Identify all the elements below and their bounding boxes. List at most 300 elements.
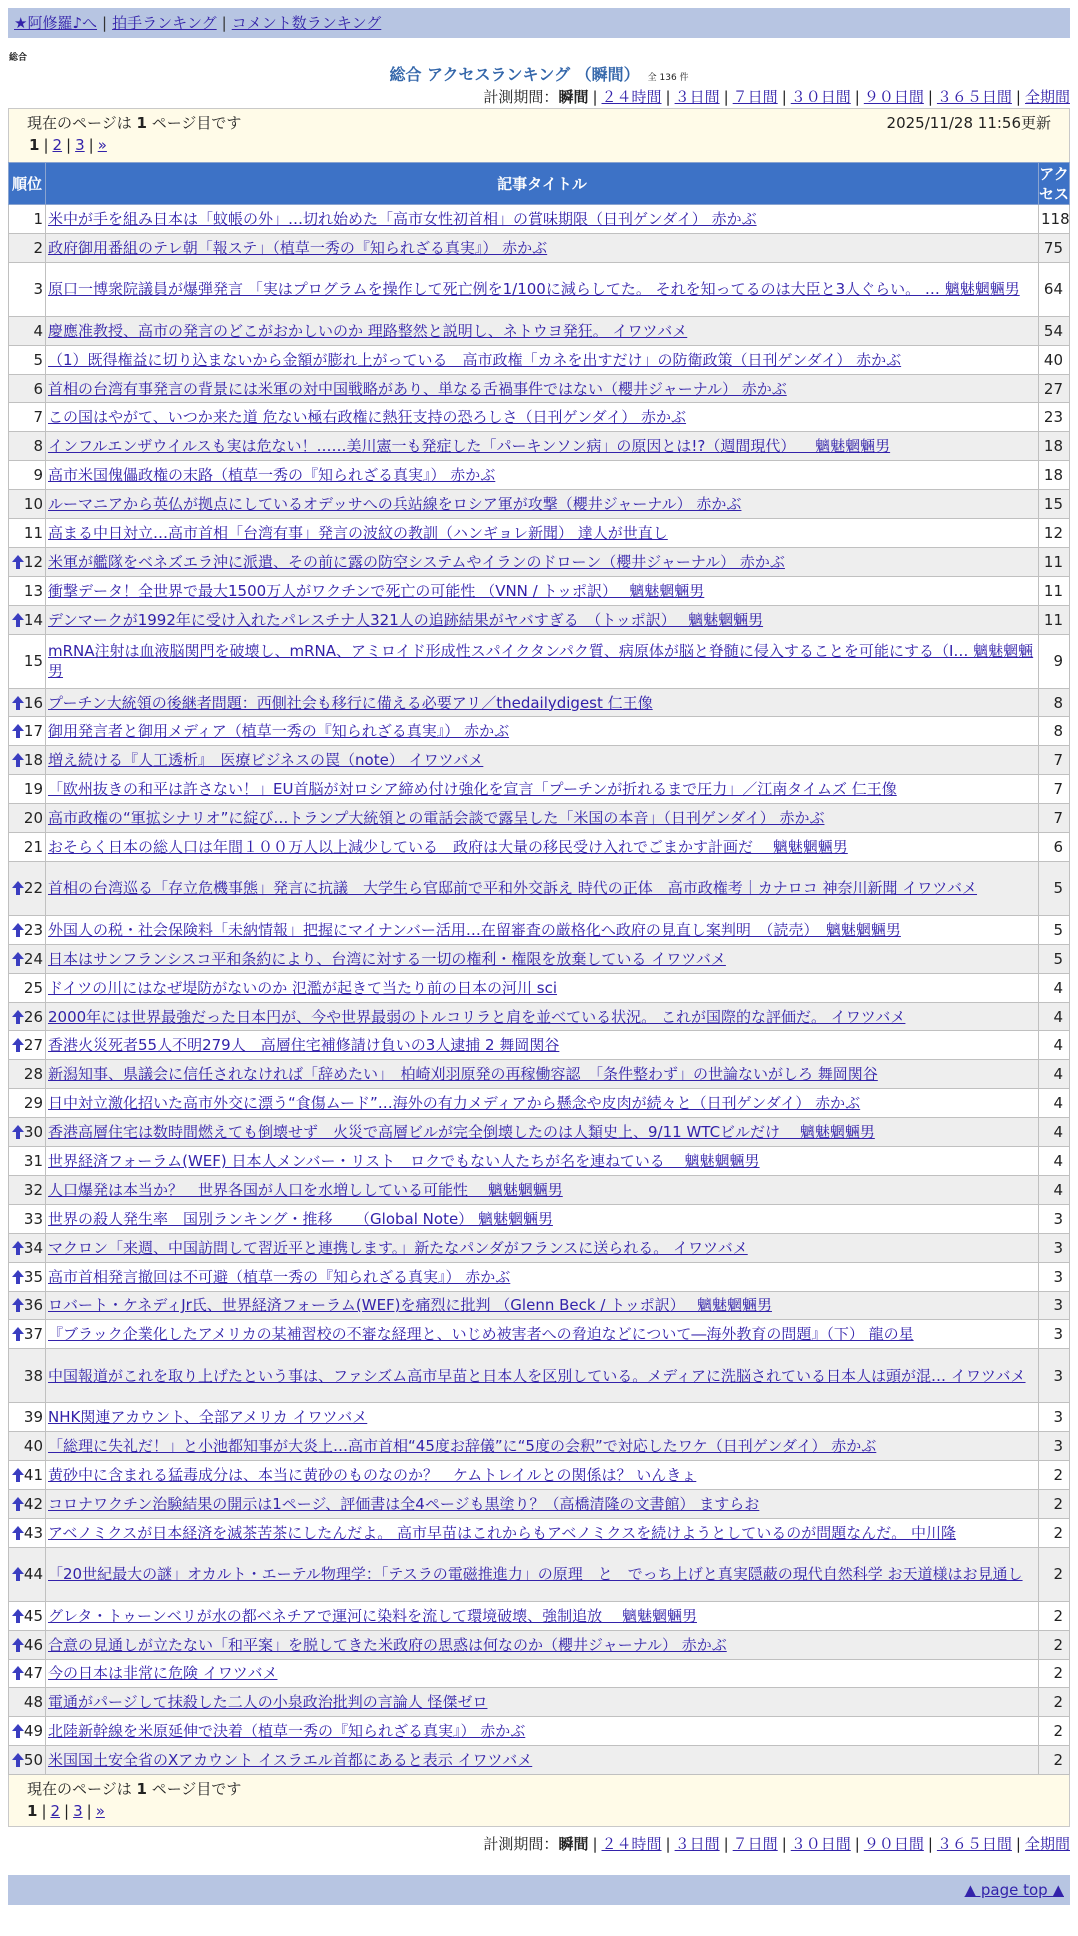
access-count: 4 (1039, 973, 1070, 1002)
rank-number: 45 (23, 1606, 43, 1625)
access-count: 6 (1039, 833, 1070, 862)
rank-number: 7 (33, 408, 43, 427)
rank-cell (9, 576, 46, 605)
pager-separator: | (66, 136, 72, 154)
up-arrow-icon (12, 1010, 24, 1024)
rank-cell (9, 262, 46, 316)
title-cell (46, 1547, 1039, 1601)
period-link[interactable]: ３６５日間 (936, 1835, 1012, 1854)
article-link[interactable]: 『ブラック企業化したアメリカの某補習校の不審な経理と、いじめ被害者への脅迫などについて―海外教育の問題』（下） 龍の星 (48, 1325, 914, 1344)
table-row (9, 1547, 1070, 1601)
access-count: 9 (1039, 634, 1070, 688)
rank-cell (9, 1262, 46, 1291)
access-count: 18 (1039, 432, 1070, 461)
up-arrow-icon (12, 613, 24, 627)
title-cell (46, 775, 1039, 804)
pager (27, 1802, 1051, 1820)
article-link[interactable]: インフルエンザウイルスも実は危ない！……美川憲一も発症した「パーキンソン病」の原因とは!?（週間現代） 魑魅魍魎男 (48, 437, 891, 456)
article-link[interactable]: 高まる中日対立…高市首相「台湾有事」発言の波紋の教訓（ハンギョレ新聞） 達人が世直し (48, 523, 668, 542)
rank-number: 22 (23, 879, 43, 898)
pager-separator: | (41, 1802, 47, 1821)
rank-number: 9 (33, 466, 43, 485)
article-link[interactable]: 香港火災死者55人不明279人 高層住宅補修請け負いの3人逮捕 2 舞岡関谷 (48, 1036, 560, 1055)
up-arrow-icon (12, 1468, 24, 1482)
title-cell (46, 547, 1039, 576)
title-cell (46, 1031, 1039, 1060)
rank-number: 13 (23, 581, 43, 600)
up-arrow-icon (12, 1567, 24, 1581)
article-link[interactable]: 「総理に失礼だ！」と小池都知事が大炎上…高市首相“45度お辞儀”に“5度の会釈”で対応したワケ（日刊ゲンダイ） 赤かぶ (48, 1437, 877, 1456)
title-cell (46, 944, 1039, 973)
rank-cell (9, 1031, 46, 1060)
title-cell (46, 432, 1039, 461)
up-arrow-icon (12, 724, 24, 738)
article-link[interactable]: コロナワクチン治験結果の開示は1ページ、評価書は全4ページも黒塗り？（高橋清隆の文書館） ますらお (48, 1494, 760, 1513)
period-separator: | (781, 1835, 787, 1854)
rank-number: 8 (33, 437, 43, 456)
current-page-text: 現在のページは 1 ページ目です (27, 1780, 242, 1799)
up-arrow-icon (12, 1241, 24, 1255)
rank-number: 14 (23, 610, 43, 629)
article-link[interactable]: ルーマニアから英仏が拠点にしているオデッサへの兵站線をロシア軍が攻撃（櫻井ジャーナル） 赤かぶ (48, 495, 742, 514)
access-count: 2 (1039, 1630, 1070, 1659)
pager-current: 1 (29, 136, 40, 154)
access-count: 4 (1039, 1031, 1070, 1060)
access-count: 2 (1039, 1461, 1070, 1490)
rank-number: 24 (23, 949, 43, 968)
title-cell (46, 345, 1039, 374)
title-cell (46, 1320, 1039, 1349)
access-count: 3 (1039, 1349, 1070, 1403)
article-link[interactable]: この国はやがて、いつか来た道 危ない極右政権に熱狂支持の恐ろしさ（日刊ゲンダイ） 赤かぶ (48, 408, 687, 427)
rank-cell (9, 688, 46, 717)
period-label: 計測期間： (483, 1835, 559, 1854)
rank-cell (9, 1601, 46, 1630)
access-count: 3 (1039, 1262, 1070, 1291)
page-info-bottom (8, 1775, 1070, 1827)
title-cell (46, 576, 1039, 605)
up-arrow-icon (12, 1638, 24, 1652)
article-link[interactable]: 中国報道がこれを取り上げたという事は、ファシズム高市早苗と日本人を区別している。メディアに洗脳されている日本人は頭が混… イワツバメ (48, 1366, 1026, 1385)
title-cell (46, 519, 1039, 548)
nav-separator: | (221, 14, 227, 32)
title-cell (46, 490, 1039, 519)
article-link[interactable]: 「20世紀最大の謎」オカルト・エーテル物理学：「テスラの電磁推進力」の原理 と でっち上げと真実隠蔽の現代自然科学 お天道様はお見通し (48, 1565, 1023, 1584)
article-link[interactable]: プーチン大統領の後継者問題：西側社会も移行に備える必要アリ／thedailydigest 仁王像 (48, 693, 653, 712)
table-row (9, 944, 1070, 973)
rank-cell (9, 461, 46, 490)
title-cell (46, 1717, 1039, 1746)
rank-cell (9, 861, 46, 915)
period-link[interactable]: ２４時間 (601, 1835, 662, 1854)
article-link[interactable]: 人口爆発は本当か？ 世界各国が人口を水増ししている可能性 魑魅魍魎男 (48, 1180, 563, 1199)
title-cell (46, 746, 1039, 775)
rank-number: 41 (23, 1466, 43, 1484)
period-separator: | (723, 1835, 729, 1854)
table-row (9, 490, 1070, 519)
rank-cell (9, 1489, 46, 1518)
title-cell (46, 1060, 1039, 1089)
rank-number: 16 (23, 693, 43, 712)
rank-number: 20 (23, 809, 43, 828)
rank-number: 47 (23, 1664, 43, 1683)
rank-number: 38 (23, 1366, 43, 1385)
access-count: 4 (1039, 1175, 1070, 1204)
total-count: 全 136 件 (647, 73, 689, 83)
rank-cell (9, 634, 46, 688)
access-count: 2 (1039, 1688, 1070, 1717)
article-link[interactable]: デンマークが1992年に受け入れたパレスチナ人321人の追跡結果がヤバすぎる （トッポ訳） 魑魅魍魎男 (48, 610, 764, 629)
pager-link[interactable]: 2 (52, 136, 63, 154)
article-link[interactable]: 高市政権の“軍拡シナリオ”に綻び…トランプ大統領との電話会談で露呈した「米国の本音」（日刊ゲンダイ） 赤かぶ (48, 809, 825, 828)
article-link[interactable]: 黄砂中に含まれる猛毒成分は、本当に黄砂のものなのか？ ケムトレイルとの関係は？ いんきょ (48, 1466, 697, 1484)
article-link[interactable]: 「欧州抜きの和平は許さない！」EU首脳が対ロシア締め付け強化を宣言「プーチンが折れるまで圧力」／江南タイムズ 仁王像 (48, 780, 897, 799)
period-current: 瞬間 (558, 1835, 589, 1854)
period-selector-bottom (0, 1831, 1070, 1855)
rank-number: 36 (23, 1296, 43, 1315)
period-selector (0, 84, 1070, 108)
rank-number: 1 (33, 209, 43, 228)
up-arrow-icon (12, 1125, 24, 1139)
rank-number: 17 (23, 722, 43, 741)
rank-cell (9, 1432, 46, 1461)
rank-number: 11 (23, 523, 43, 542)
up-arrow-icon (12, 1270, 24, 1284)
access-count: 3 (1039, 1291, 1070, 1320)
nav-separator: | (102, 14, 108, 32)
rank-cell (9, 1518, 46, 1547)
rank-number: 5 (33, 350, 43, 369)
table-row (9, 1717, 1070, 1746)
table-row (9, 461, 1070, 490)
table-row (9, 804, 1070, 833)
access-count: 2 (1039, 1601, 1070, 1630)
period-link[interactable]: ３０日間 (790, 88, 851, 106)
access-count: 8 (1039, 688, 1070, 717)
table-row (9, 1320, 1070, 1349)
article-link[interactable]: 今の日本は非常に危険 イワツバメ (48, 1664, 278, 1683)
period-link[interactable]: ７日間 (732, 88, 778, 106)
table-row (9, 1060, 1070, 1089)
up-arrow-icon (12, 1327, 24, 1341)
title-cell (46, 1403, 1039, 1432)
rank-number: 46 (23, 1635, 43, 1654)
rank-cell (9, 432, 46, 461)
article-link[interactable]: 慶應准教授、高市の発言のどこがおかしいのか 理路整然と説明し、ネトウヨ発狂。 イワツバメ (48, 321, 688, 340)
period-separator: | (781, 88, 787, 106)
title-cell (46, 1461, 1039, 1490)
page-title: 総合 アクセスランキング （瞬間） (389, 65, 640, 84)
title-cell (46, 973, 1039, 1002)
title-cell (46, 205, 1039, 234)
rank-number: 3 (33, 280, 43, 299)
rank-cell (9, 205, 46, 234)
period-separator: | (665, 1835, 671, 1854)
pager-separator: | (88, 136, 94, 154)
rank-cell (9, 944, 46, 973)
access-count: 7 (1039, 746, 1070, 775)
pager-link[interactable]: » (95, 1802, 105, 1821)
article-link[interactable]: 米軍が艦隊をベネズエラ沖に派遣、その前に露の防空システムやイランのドローン（櫻井ジャーナル） 赤かぶ (48, 552, 785, 571)
table-row (9, 746, 1070, 775)
rank-cell (9, 1291, 46, 1320)
pager-current: 1 (27, 1802, 38, 1821)
rank-number: 42 (23, 1494, 43, 1513)
up-arrow-icon (12, 1753, 24, 1767)
article-link[interactable]: アベノミクスが日本経済を滅茶苦茶にしたんだよ。 高市早苗はこれからもアベノミクスを続けようとしているのが問題なんだ。 中川隆 (48, 1523, 957, 1542)
period-link[interactable]: ３日間 (674, 1835, 720, 1854)
article-link[interactable]: 日中対立激化招いた高市外交に漂う“食傷ムード”…海外の有力メディアから懸念や皮肉が続々と（日刊ゲンダイ） 赤かぶ (48, 1094, 861, 1113)
title-cell (46, 1262, 1039, 1291)
up-arrow-icon (12, 753, 24, 767)
article-link[interactable]: 原口一博衆院議員が爆弾発言 「実はプログラムを操作して死亡例を1/100に減らしてた。 それを知ってるのは大臣と3人ぐらい。 … 魑魅魍魎男 (48, 280, 1020, 299)
access-count: 23 (1039, 403, 1070, 432)
column-rank: 順位 (9, 163, 46, 205)
rank-cell (9, 1002, 46, 1031)
page-top-link[interactable]: ▲ page top ▲ (964, 1881, 1064, 1900)
up-arrow-icon (12, 1038, 24, 1052)
column-title: 記事タイトル (46, 163, 1039, 205)
title-cell (46, 605, 1039, 634)
ranking-table (8, 162, 1070, 1775)
article-link[interactable]: 米国国土安全省のXアカウント イスラエル首都にあると表示 イワツバメ (48, 1751, 533, 1770)
access-count: 11 (1039, 547, 1070, 576)
table-row (9, 915, 1070, 944)
access-count: 4 (1039, 1002, 1070, 1031)
period-link[interactable]: ９０日間 (863, 88, 924, 106)
period-link[interactable]: ３日間 (674, 88, 720, 106)
table-row (9, 262, 1070, 316)
up-arrow-icon (12, 1298, 24, 1312)
article-link[interactable]: 香港高層住宅は数時間燃えても倒壊せず 火災で高層ビルが完全倒壊したのは人類史上、9/11 WTCビルだけ 魑魅魍魎男 (48, 1123, 875, 1142)
rank-cell (9, 316, 46, 345)
rank-cell (9, 1461, 46, 1490)
article-link[interactable]: 米中が手を組み日本は「蚊帳の外」…切れ始めた「高市女性初首相」の賞味期限（日刊ゲンダイ） 赤かぶ (48, 209, 757, 228)
article-link[interactable]: 首相の台湾巡る「存立危機事態」発言に抗議 大学生ら官邸前で平和外交訴え 時代の正体 高市政権考｜カナロコ 神奈川新聞 イワツバメ (48, 879, 978, 898)
title-cell (46, 1746, 1039, 1775)
access-count: 7 (1039, 804, 1070, 833)
table-row (9, 1688, 1070, 1717)
period-separator: | (592, 1835, 598, 1854)
period-separator: | (723, 88, 729, 106)
up-arrow-icon (12, 555, 24, 569)
article-link[interactable]: 高市首相発言撤回は不可避（植草一秀の『知られざる真実』） 赤かぶ (48, 1267, 511, 1286)
pager-separator: | (64, 1802, 70, 1821)
applause-ranking-link[interactable]: 拍手ランキング (112, 14, 217, 32)
rank-cell (9, 1547, 46, 1601)
pager-link[interactable]: 3 (75, 136, 85, 154)
rank-cell (9, 1118, 46, 1147)
article-link[interactable]: マクロン「来週、中国訪問して習近平と連携します。」新たなパンダがフランスに送られる。 イワツバメ (48, 1238, 748, 1257)
article-link[interactable]: NHK関連アカウント、全部アメリカ イワツバメ (48, 1408, 368, 1427)
article-link[interactable]: 外国人の税・社会保険料「未納情報」把握にマイナンバー活用…在留審査の厳格化へ政府の見直し案判明 （読売） 魑魅魍魎男 (48, 920, 901, 939)
access-count: 2 (1039, 1659, 1070, 1688)
title-cell (46, 461, 1039, 490)
access-count: 64 (1039, 262, 1070, 316)
period-link[interactable]: ９０日間 (863, 1835, 924, 1854)
pager-link[interactable]: » (97, 136, 107, 154)
article-link[interactable]: 合意の見通しが立たない「和平案」を脱してきた米政府の思惑は何なのか（櫻井ジャーナル） 赤かぶ (48, 1635, 727, 1654)
article-link[interactable]: 2000年には世界最強だった日本円が、今や世界最弱のトルコリラと肩を並べている状況。 これが国際的な評価だ。 イワツバメ (48, 1007, 906, 1026)
access-count: 2 (1039, 1547, 1070, 1601)
table-row (9, 316, 1070, 345)
access-count: 3 (1039, 1233, 1070, 1262)
rank-number: 29 (23, 1094, 43, 1113)
article-link[interactable]: グレタ・トゥーンベリが水の都ベネチアで運河に染料を流して環境破壊、強制追放 魑魅魍魎男 (48, 1606, 697, 1625)
table-row (9, 973, 1070, 1002)
access-count: 54 (1039, 316, 1070, 345)
rank-cell (9, 374, 46, 403)
rank-cell (9, 746, 46, 775)
rank-number: 25 (23, 978, 43, 997)
rank-cell (9, 1320, 46, 1349)
rank-cell (9, 1746, 46, 1775)
rank-number: 32 (23, 1180, 43, 1199)
title-cell (46, 1349, 1039, 1403)
article-link[interactable]: （1）既得権益に切り込まないから金額が膨れ上がっている 高市政権「カネを出すだけ」の防衛政策（日刊ゲンダイ） 赤かぶ (48, 350, 902, 369)
access-count: 11 (1039, 576, 1070, 605)
article-link[interactable]: 電通がパージして抹殺した二人の小泉政治批判の言論人 怪傑ゼロ (48, 1693, 488, 1712)
article-link[interactable]: 新潟知事、県議会に信任されなければ「辞めたい」 柏崎刈羽原発の再稼働容認 「条件整わず」の世論ないがしろ 舞岡関谷 (48, 1065, 878, 1084)
ranking-panel (8, 108, 1070, 1827)
access-count: 12 (1039, 519, 1070, 548)
rank-number: 28 (23, 1065, 43, 1084)
table-row (9, 605, 1070, 634)
rank-number: 4 (33, 321, 43, 340)
table-row (9, 1518, 1070, 1547)
rank-cell (9, 973, 46, 1002)
article-link[interactable]: 衝撃データ！全世界で最大1500万人がワクチンで死亡の可能性 （VNN / トッポ訳） 魑魅魍魎男 (48, 581, 705, 600)
period-separator: | (927, 1835, 933, 1854)
access-count: 27 (1039, 374, 1070, 403)
table-row (9, 1461, 1070, 1490)
article-link[interactable]: 世界経済フォーラム(WEF) 日本人メンバー・リスト ロクでもない人たちが名を連ねている 魑魅魍魎男 (48, 1151, 760, 1170)
title-cell (46, 1291, 1039, 1320)
rank-number: 6 (33, 379, 43, 398)
article-link[interactable]: ロバート・ケネディJr氏、世界経済フォーラム(WEF)を痛烈に批判 （Glenn Beck / トッポ訳） 魑魅魍魎男 (48, 1296, 772, 1315)
comment-ranking-link[interactable]: コメント数ランキング (231, 14, 382, 32)
table-row (9, 205, 1070, 234)
rank-cell (9, 547, 46, 576)
table-row (9, 1147, 1070, 1176)
title-cell (46, 1233, 1039, 1262)
article-link[interactable]: 首相の台湾有事発言の背景には米軍の対中国戦略があり、単なる舌禍事件ではない（櫻井ジャーナル） 赤かぶ (48, 379, 787, 398)
access-count: 3 (1039, 1403, 1070, 1432)
table-row (9, 1204, 1070, 1233)
period-link[interactable]: ７日間 (732, 1835, 778, 1854)
rank-number: 31 (23, 1151, 43, 1170)
up-arrow-icon (12, 952, 24, 966)
article-link[interactable]: ドイツの川にはなぜ堤防がないのか 氾濫が起きて当たり前の日本の河川 sci (48, 978, 558, 997)
period-link[interactable]: 全期間 (1024, 88, 1070, 106)
title-cell (46, 634, 1039, 688)
home-link[interactable]: ★阿修羅♪へ (14, 14, 98, 32)
article-link[interactable]: 増え続ける『人工透析』 医療ビジネスの罠（note） イワツバメ (48, 751, 484, 770)
rank-number: 40 (23, 1437, 43, 1456)
rank-cell (9, 915, 46, 944)
table-row (9, 1403, 1070, 1432)
rank-number: 39 (23, 1408, 43, 1427)
access-count: 4 (1039, 1118, 1070, 1147)
rank-cell (9, 833, 46, 862)
pager-link[interactable]: 3 (73, 1802, 83, 1821)
access-count: 5 (1039, 915, 1070, 944)
article-link[interactable]: 高市米国傀儡政権の末路（植草一秀の『知られざる真実』） 赤かぶ (48, 466, 496, 485)
period-link[interactable]: ３６５日間 (936, 88, 1012, 106)
rank-number: 30 (23, 1123, 43, 1142)
access-count: 3 (1039, 1204, 1070, 1233)
rank-cell (9, 1060, 46, 1089)
period-current: 瞬間 (558, 88, 589, 106)
up-arrow-icon (12, 881, 24, 895)
rank-number: 48 (23, 1693, 43, 1712)
rank-number: 44 (23, 1565, 43, 1584)
title-cell (46, 1518, 1039, 1547)
period-separator: | (854, 1835, 860, 1854)
rank-cell (9, 1089, 46, 1118)
access-count: 18 (1039, 461, 1070, 490)
title-cell (46, 915, 1039, 944)
article-link[interactable]: 政府御用番組のテレ朝「報ステ」（植草一秀の『知られざる真実』） 赤かぶ (48, 238, 548, 257)
up-arrow-icon (12, 923, 24, 937)
table-row (9, 374, 1070, 403)
rank-number: 34 (23, 1238, 43, 1257)
access-count: 2 (1039, 1518, 1070, 1547)
period-link[interactable]: ２４時間 (601, 88, 662, 106)
rank-cell (9, 1349, 46, 1403)
period-link[interactable]: 全期間 (1024, 1835, 1070, 1854)
pager-link[interactable]: 2 (50, 1802, 61, 1821)
rank-number: 21 (23, 837, 43, 856)
rank-number: 10 (23, 495, 43, 514)
period-separator: | (854, 88, 860, 106)
bottom-bar (8, 1875, 1070, 1905)
rank-cell (9, 605, 46, 634)
article-link[interactable]: 日本はサンフランシスコ平和条約により、台湾に対する一切の権利・権限を放棄している イワツバメ (48, 949, 726, 968)
rank-cell (9, 1630, 46, 1659)
article-link[interactable]: mRNA注射は血液脳関門を破壊し、mRNA、アミロイド形成性スパイクタンパク質、病原体が脳と脊髄に侵入することを可能にする（I… 魑魅魍魎男 (48, 642, 1034, 681)
article-link[interactable]: 御用発言者と御用メディア（植草一秀の『知られざる真実』） 赤かぶ (48, 722, 510, 741)
table-row (9, 861, 1070, 915)
rank-number: 49 (23, 1722, 43, 1741)
period-separator: | (1015, 88, 1021, 106)
table-row (9, 1349, 1070, 1403)
article-link[interactable]: 世界の殺人発生率 国別ランキング・推移 （Global Note） 魑魅魍魎男 (48, 1209, 553, 1228)
rank-cell (9, 1147, 46, 1176)
pager-separator: | (86, 1802, 92, 1821)
up-arrow-icon (12, 696, 24, 710)
rank-number: 27 (23, 1036, 43, 1055)
access-count: 4 (1039, 1147, 1070, 1176)
top-nav (8, 8, 1070, 38)
table-row (9, 688, 1070, 717)
article-link[interactable]: 北陸新幹線を米原延伸で決着（植草一秀の『知られざる真実』） 赤かぶ (48, 1722, 526, 1741)
table-row (9, 547, 1070, 576)
table-row (9, 1089, 1070, 1118)
article-link[interactable]: おそらく日本の総人口は年間１００万人以上減少している 政府は大量の移民受け入れでごまかす計画だ 魑魅魍魎男 (48, 837, 848, 856)
rank-cell (9, 804, 46, 833)
title-cell (46, 1002, 1039, 1031)
access-count: 118 (1039, 205, 1070, 234)
rank-number: 50 (23, 1751, 43, 1770)
rank-number: 23 (23, 920, 43, 939)
period-link[interactable]: ３０日間 (790, 1835, 851, 1854)
table-row (9, 1601, 1070, 1630)
title-cell (46, 1175, 1039, 1204)
title-cell (46, 1147, 1039, 1176)
period-separator: | (665, 88, 671, 106)
rank-cell (9, 519, 46, 548)
